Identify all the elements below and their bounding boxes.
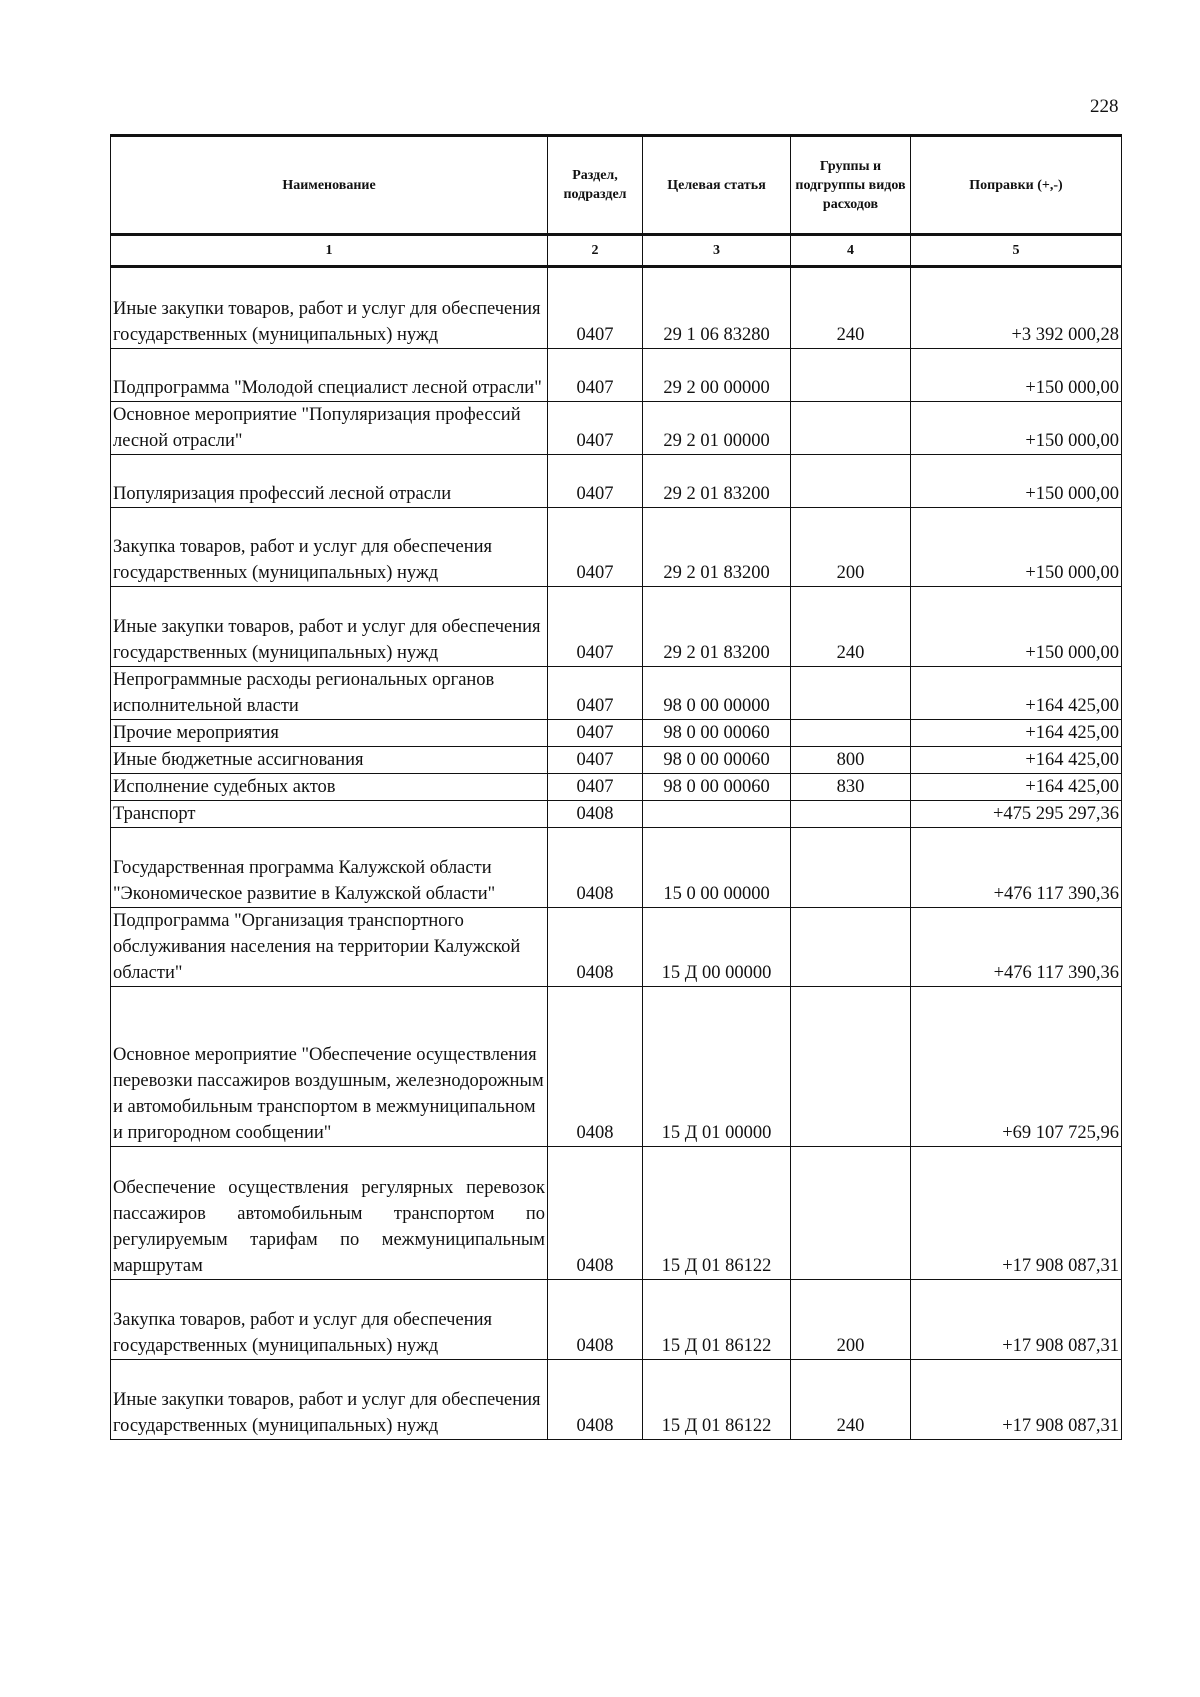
row-name: Обеспечение осуществления регулярных перевозок пассажиров автомобильным транспортом по регулируемым тарифам по межмуниципальным маршрутам <box>111 1147 548 1280</box>
row-name: Иные бюджетные ассигнования <box>111 747 548 774</box>
table-row <box>111 508 1122 587</box>
row-amount: +69 107 725,96 <box>911 987 1122 1147</box>
column-number-row <box>111 235 1122 267</box>
row-expense-group <box>791 720 911 747</box>
row-target-article: 15 Д 01 86122 <box>643 1280 791 1360</box>
row-name: Популяризация профессий лесной отрасли <box>111 455 548 508</box>
row-target-article: 29 2 01 83200 <box>643 455 791 508</box>
column-number: 2 <box>548 235 643 267</box>
table-row <box>111 1147 1122 1280</box>
row-expense-group <box>791 828 911 908</box>
row-amount: +150 000,00 <box>911 349 1122 402</box>
header-expense-groups: Группы и подгруппы видов расходов <box>791 136 911 235</box>
row-name: Иные закупки товаров, работ и услуг для обеспечения государственных (муниципальных) нужд <box>111 587 548 667</box>
table-row <box>111 667 1122 720</box>
table-row <box>111 267 1122 349</box>
row-name: Подпрограмма "Молодой специалист лесной отрасли" <box>111 349 548 402</box>
row-section: 0408 <box>548 908 643 987</box>
row-name: Закупка товаров, работ и услуг для обеспечения государственных (муниципальных) нужд <box>111 1280 548 1360</box>
row-expense-group <box>791 455 911 508</box>
row-expense-group <box>791 349 911 402</box>
table-row <box>111 587 1122 667</box>
row-target-article: 15 Д 00 00000 <box>643 908 791 987</box>
row-section: 0407 <box>548 720 643 747</box>
row-expense-group <box>791 1147 911 1280</box>
row-name: Подпрограмма "Организация транспортного обслуживания населения на территории Калужской области" <box>111 908 548 987</box>
row-target-article: 98 0 00 00060 <box>643 720 791 747</box>
row-expense-group <box>791 667 911 720</box>
table-row <box>111 720 1122 747</box>
row-section: 0407 <box>548 667 643 720</box>
row-section: 0407 <box>548 455 643 508</box>
header-name: Наименование <box>111 136 548 235</box>
row-target-article: 29 2 01 83200 <box>643 587 791 667</box>
row-name: Непрограммные расходы региональных органов исполнительной власти <box>111 667 548 720</box>
row-name: Прочие мероприятия <box>111 720 548 747</box>
row-expense-group: 240 <box>791 267 911 349</box>
row-expense-group: 240 <box>791 587 911 667</box>
row-amount: +150 000,00 <box>911 402 1122 455</box>
row-target-article: 29 1 06 83280 <box>643 267 791 349</box>
row-section: 0407 <box>548 747 643 774</box>
row-amount: +164 425,00 <box>911 774 1122 801</box>
table-row <box>111 455 1122 508</box>
row-section: 0408 <box>548 1360 643 1440</box>
row-amount: +164 425,00 <box>911 667 1122 720</box>
row-amount: +17 908 087,31 <box>911 1280 1122 1360</box>
table-row <box>111 747 1122 774</box>
row-target-article: 29 2 01 00000 <box>643 402 791 455</box>
row-target-article: 29 2 01 83200 <box>643 508 791 587</box>
table-row <box>111 908 1122 987</box>
row-section: 0407 <box>548 349 643 402</box>
row-name: Основное мероприятие "Популяризация профессий лесной отрасли" <box>111 402 548 455</box>
header-section: Раздел, подраздел <box>548 136 643 235</box>
row-section: 0408 <box>548 987 643 1147</box>
row-name: Иные закупки товаров, работ и услуг для обеспечения государственных (муниципальных) нужд <box>111 267 548 349</box>
row-expense-group: 830 <box>791 774 911 801</box>
table-row <box>111 801 1122 828</box>
table-row <box>111 987 1122 1147</box>
row-expense-group: 200 <box>791 508 911 587</box>
column-number: 1 <box>111 235 548 267</box>
row-amount: +17 908 087,31 <box>911 1147 1122 1280</box>
row-amount: +3 392 000,28 <box>911 267 1122 349</box>
row-section: 0408 <box>548 801 643 828</box>
row-target-article: 29 2 00 00000 <box>643 349 791 402</box>
table-row <box>111 774 1122 801</box>
row-section: 0407 <box>548 587 643 667</box>
row-section: 0407 <box>548 508 643 587</box>
row-amount: +476 117 390,36 <box>911 828 1122 908</box>
row-section: 0407 <box>548 774 643 801</box>
row-expense-group <box>791 801 911 828</box>
row-name: Транспорт <box>111 801 548 828</box>
row-amount: +17 908 087,31 <box>911 1360 1122 1440</box>
column-number: 4 <box>791 235 911 267</box>
row-section: 0408 <box>548 1280 643 1360</box>
row-expense-group <box>791 908 911 987</box>
row-amount: +164 425,00 <box>911 747 1122 774</box>
row-amount: +475 295 297,36 <box>911 801 1122 828</box>
header-target-article: Целевая статья <box>643 136 791 235</box>
row-target-article <box>643 801 791 828</box>
row-section: 0408 <box>548 1147 643 1280</box>
row-target-article: 15 Д 01 00000 <box>643 987 791 1147</box>
table-row <box>111 1280 1122 1360</box>
row-target-article: 15 Д 01 86122 <box>643 1360 791 1440</box>
row-section: 0407 <box>548 402 643 455</box>
budget-amendments-table <box>110 134 1122 1440</box>
row-amount: +150 000,00 <box>911 455 1122 508</box>
row-name: Иные закупки товаров, работ и услуг для обеспечения государственных (муниципальных) нужд <box>111 1360 548 1440</box>
row-section: 0407 <box>548 267 643 349</box>
row-amount: +164 425,00 <box>911 720 1122 747</box>
row-amount: +150 000,00 <box>911 587 1122 667</box>
row-name: Основное мероприятие "Обеспечение осуществления перевозки пассажиров воздушным, железнодорожным и автомобильным транспортом в межмуниципальном и пригородном сообщении" <box>111 987 548 1147</box>
row-target-article: 98 0 00 00000 <box>643 667 791 720</box>
table-row <box>111 402 1122 455</box>
table-row <box>111 828 1122 908</box>
page-number: 228 <box>1090 96 1119 117</box>
row-expense-group: 240 <box>791 1360 911 1440</box>
row-name: Закупка товаров, работ и услуг для обеспечения государственных (муниципальных) нужд <box>111 508 548 587</box>
row-target-article: 98 0 00 00060 <box>643 747 791 774</box>
row-name: Государственная программа Калужской области "Экономическое развитие в Калужской области" <box>111 828 548 908</box>
column-number: 3 <box>643 235 791 267</box>
column-number: 5 <box>911 235 1122 267</box>
row-target-article: 15 0 00 00000 <box>643 828 791 908</box>
table-header-row <box>111 136 1122 235</box>
row-target-article: 15 Д 01 86122 <box>643 1147 791 1280</box>
header-amendments: Поправки (+,-) <box>911 136 1122 235</box>
row-expense-group <box>791 402 911 455</box>
row-amount: +150 000,00 <box>911 508 1122 587</box>
row-target-article: 98 0 00 00060 <box>643 774 791 801</box>
row-expense-group: 200 <box>791 1280 911 1360</box>
table-row <box>111 1360 1122 1440</box>
row-name: Исполнение судебных актов <box>111 774 548 801</box>
row-expense-group <box>791 987 911 1147</box>
row-section: 0408 <box>548 828 643 908</box>
row-expense-group: 800 <box>791 747 911 774</box>
table-row <box>111 349 1122 402</box>
row-amount: +476 117 390,36 <box>911 908 1122 987</box>
